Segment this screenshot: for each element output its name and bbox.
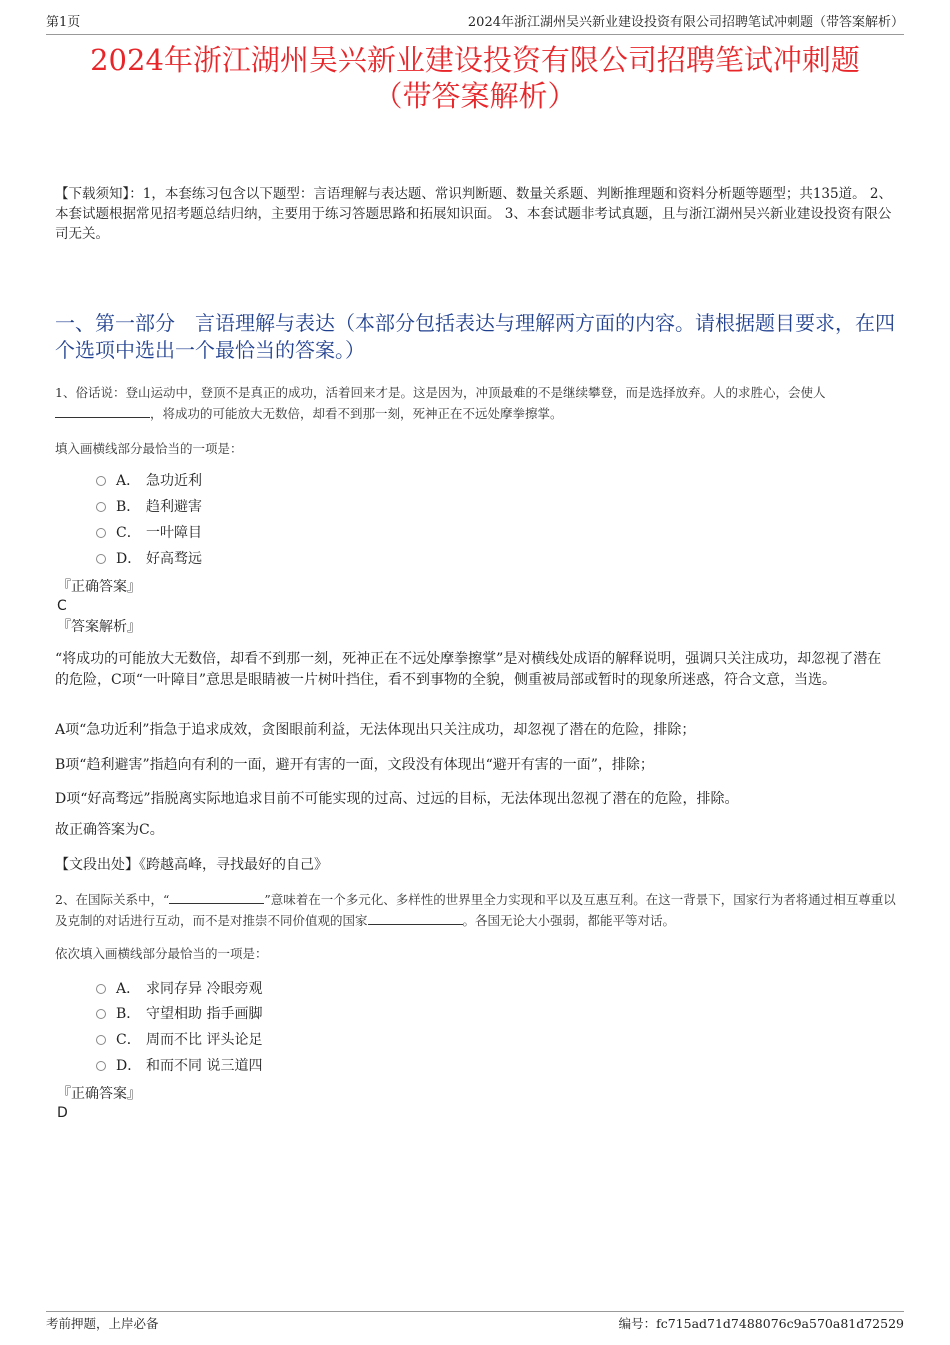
question-1-text-b: ，将成功的可能放大无数倍，却看不到那一刻，死神正在不远处摩拳擦掌。	[150, 406, 563, 421]
option-key: B．	[116, 1006, 141, 1022]
option-text: 好高骛远	[146, 551, 202, 567]
section-heading: 一、第一部分 言语理解与表达（本部分包括表达与理解两方面的内容。请根据题目要求，在四个选项中选出一个最恰当的答案。）	[55, 311, 895, 362]
option-text: 周而不比 评头论足	[146, 1032, 263, 1048]
option-key: A．	[116, 473, 141, 489]
q1-analysis-label: 『答案解析』	[57, 619, 141, 635]
option-key: D．	[116, 1058, 142, 1074]
footer-slogan: 考前押题，上岸必备	[46, 1316, 159, 1331]
radio-icon[interactable]	[96, 502, 106, 512]
question-2-text-b: ”意味着在一个多元化、多样性的世界里全力实现和平以及互惠互利。在这一背景下，国家行为者将通过相互尊重以及克制的对话进行互动，而不是对推崇不同价值观的国家	[55, 892, 896, 928]
question-2-text-a: 2、在国际关系中，“	[55, 892, 170, 907]
analysis-conclusion: 故正确答案为C。	[55, 822, 164, 838]
question-1-text	[55, 382, 900, 424]
fill-blank	[368, 911, 463, 925]
question-2-prompt: 依次填入画横线部分最恰当的一项是：	[55, 946, 268, 961]
radio-icon[interactable]	[96, 1009, 106, 1019]
title-line-1: 2024年浙江湖州吴兴新业建设投资有限公司招聘笔试冲刺题	[90, 43, 860, 77]
q1-answer-label: 『正确答案』	[57, 579, 141, 595]
radio-icon[interactable]	[96, 554, 106, 564]
page-header	[46, 14, 904, 35]
option-key: C．	[116, 1032, 141, 1048]
analysis-paragraph: B项“趋利避害”指趋向有利的一面，避开有害的一面，文段没有体现出“避开有害的一面”，排除；	[55, 757, 654, 773]
fill-blank	[169, 890, 264, 904]
q1-answer: C	[57, 598, 67, 614]
radio-icon[interactable]	[96, 1061, 106, 1071]
page-number: 第1页	[46, 15, 81, 30]
header-doc-title: 2024年浙江湖州吴兴新业建设投资有限公司招聘笔试冲刺题（带答案解析）	[467, 15, 904, 30]
option-text: 和而不同 说三道四	[146, 1058, 263, 1074]
option-text: 急功近利	[146, 473, 202, 489]
analysis-paragraph: A项“急功近利”指急于追求成效，贪图眼前利益，无法体现出只关注成功，却忽视了潜在的危险，排除；	[55, 722, 696, 738]
option-text: 趋利避害	[146, 499, 202, 515]
radio-icon[interactable]	[96, 1035, 106, 1045]
download-notice: 【下载须知】：1，本套练习包含以下题型：言语理解与表达题、常识判断题、数量关系题、判断推理题和资料分析题等题型；共135道。 2、本套试题根据常见招考题总结归纳，主要用于练习答题思路和拓展知识面。 3、本套试题非考试真题，且与浙江湖州吴兴新业建设投资有限公司无关。	[55, 186, 892, 242]
radio-icon[interactable]	[96, 984, 106, 994]
q1-option-c[interactable]	[96, 523, 202, 543]
q2-option-d[interactable]	[96, 1056, 262, 1076]
footer-serial: 编号：fc715ad71d7488076c9a570a81d72529	[618, 1316, 904, 1331]
analysis-paragraph: D项“好高骛远”指脱离实际地追求目前不可能实现的过高、过远的目标，无法体现出忽视了潜在的危险，排除。	[55, 791, 739, 807]
analysis-paragraph: “将成功的可能放大无数倍，却看不到那一刻，死神正在不远处摩拳擦掌”是对横线处成语的解释说明，强调只关注成功，却忽视了潜在的危险，C项“一叶障目”意思是眼睛被一片树叶挡住，看不到事物的全貌，侧重被局部或暂时的现象所迷惑，符合文意，当选。	[55, 651, 882, 688]
q2-option-a[interactable]	[96, 979, 262, 999]
option-text: 一叶障目	[146, 525, 202, 541]
radio-icon[interactable]	[96, 528, 106, 538]
question-2-text	[55, 889, 900, 931]
q2-answer: D	[57, 1105, 68, 1121]
page-footer	[46, 1311, 904, 1331]
question-1-prompt: 填入画横线部分最恰当的一项是：	[55, 441, 243, 456]
option-key: A．	[116, 981, 141, 997]
option-key: C．	[116, 525, 141, 541]
q1-option-a[interactable]	[96, 471, 202, 491]
option-text: 求同存异 冷眼旁观	[146, 981, 263, 997]
option-text: 守望相助 指手画脚	[146, 1006, 263, 1022]
q2-answer-label: 『正确答案』	[57, 1086, 141, 1102]
option-key: D．	[116, 551, 142, 567]
question-2-text-c: 。各国无论大小强弱，都能平等对话。	[462, 913, 676, 928]
q2-option-c[interactable]	[96, 1030, 262, 1050]
question-1-text-a: 1、俗话说：登山运动中，登顶不是真正的成功，活着回来才是。这是因为，冲顶最难的不是继续攀登，而是选择放弃。人的求胜心，会使人	[55, 385, 826, 400]
title-line-2: （带答案解析）	[373, 79, 577, 113]
q1-option-d[interactable]	[96, 549, 202, 569]
q2-option-b[interactable]	[96, 1004, 262, 1024]
page-title	[40, 42, 910, 114]
fill-blank	[55, 404, 150, 418]
analysis-source: 【文段出处】《跨越高峰，寻找最好的自己》	[55, 857, 328, 873]
q1-option-b[interactable]	[96, 497, 202, 517]
option-key: B．	[116, 499, 141, 515]
radio-icon[interactable]	[96, 476, 106, 486]
